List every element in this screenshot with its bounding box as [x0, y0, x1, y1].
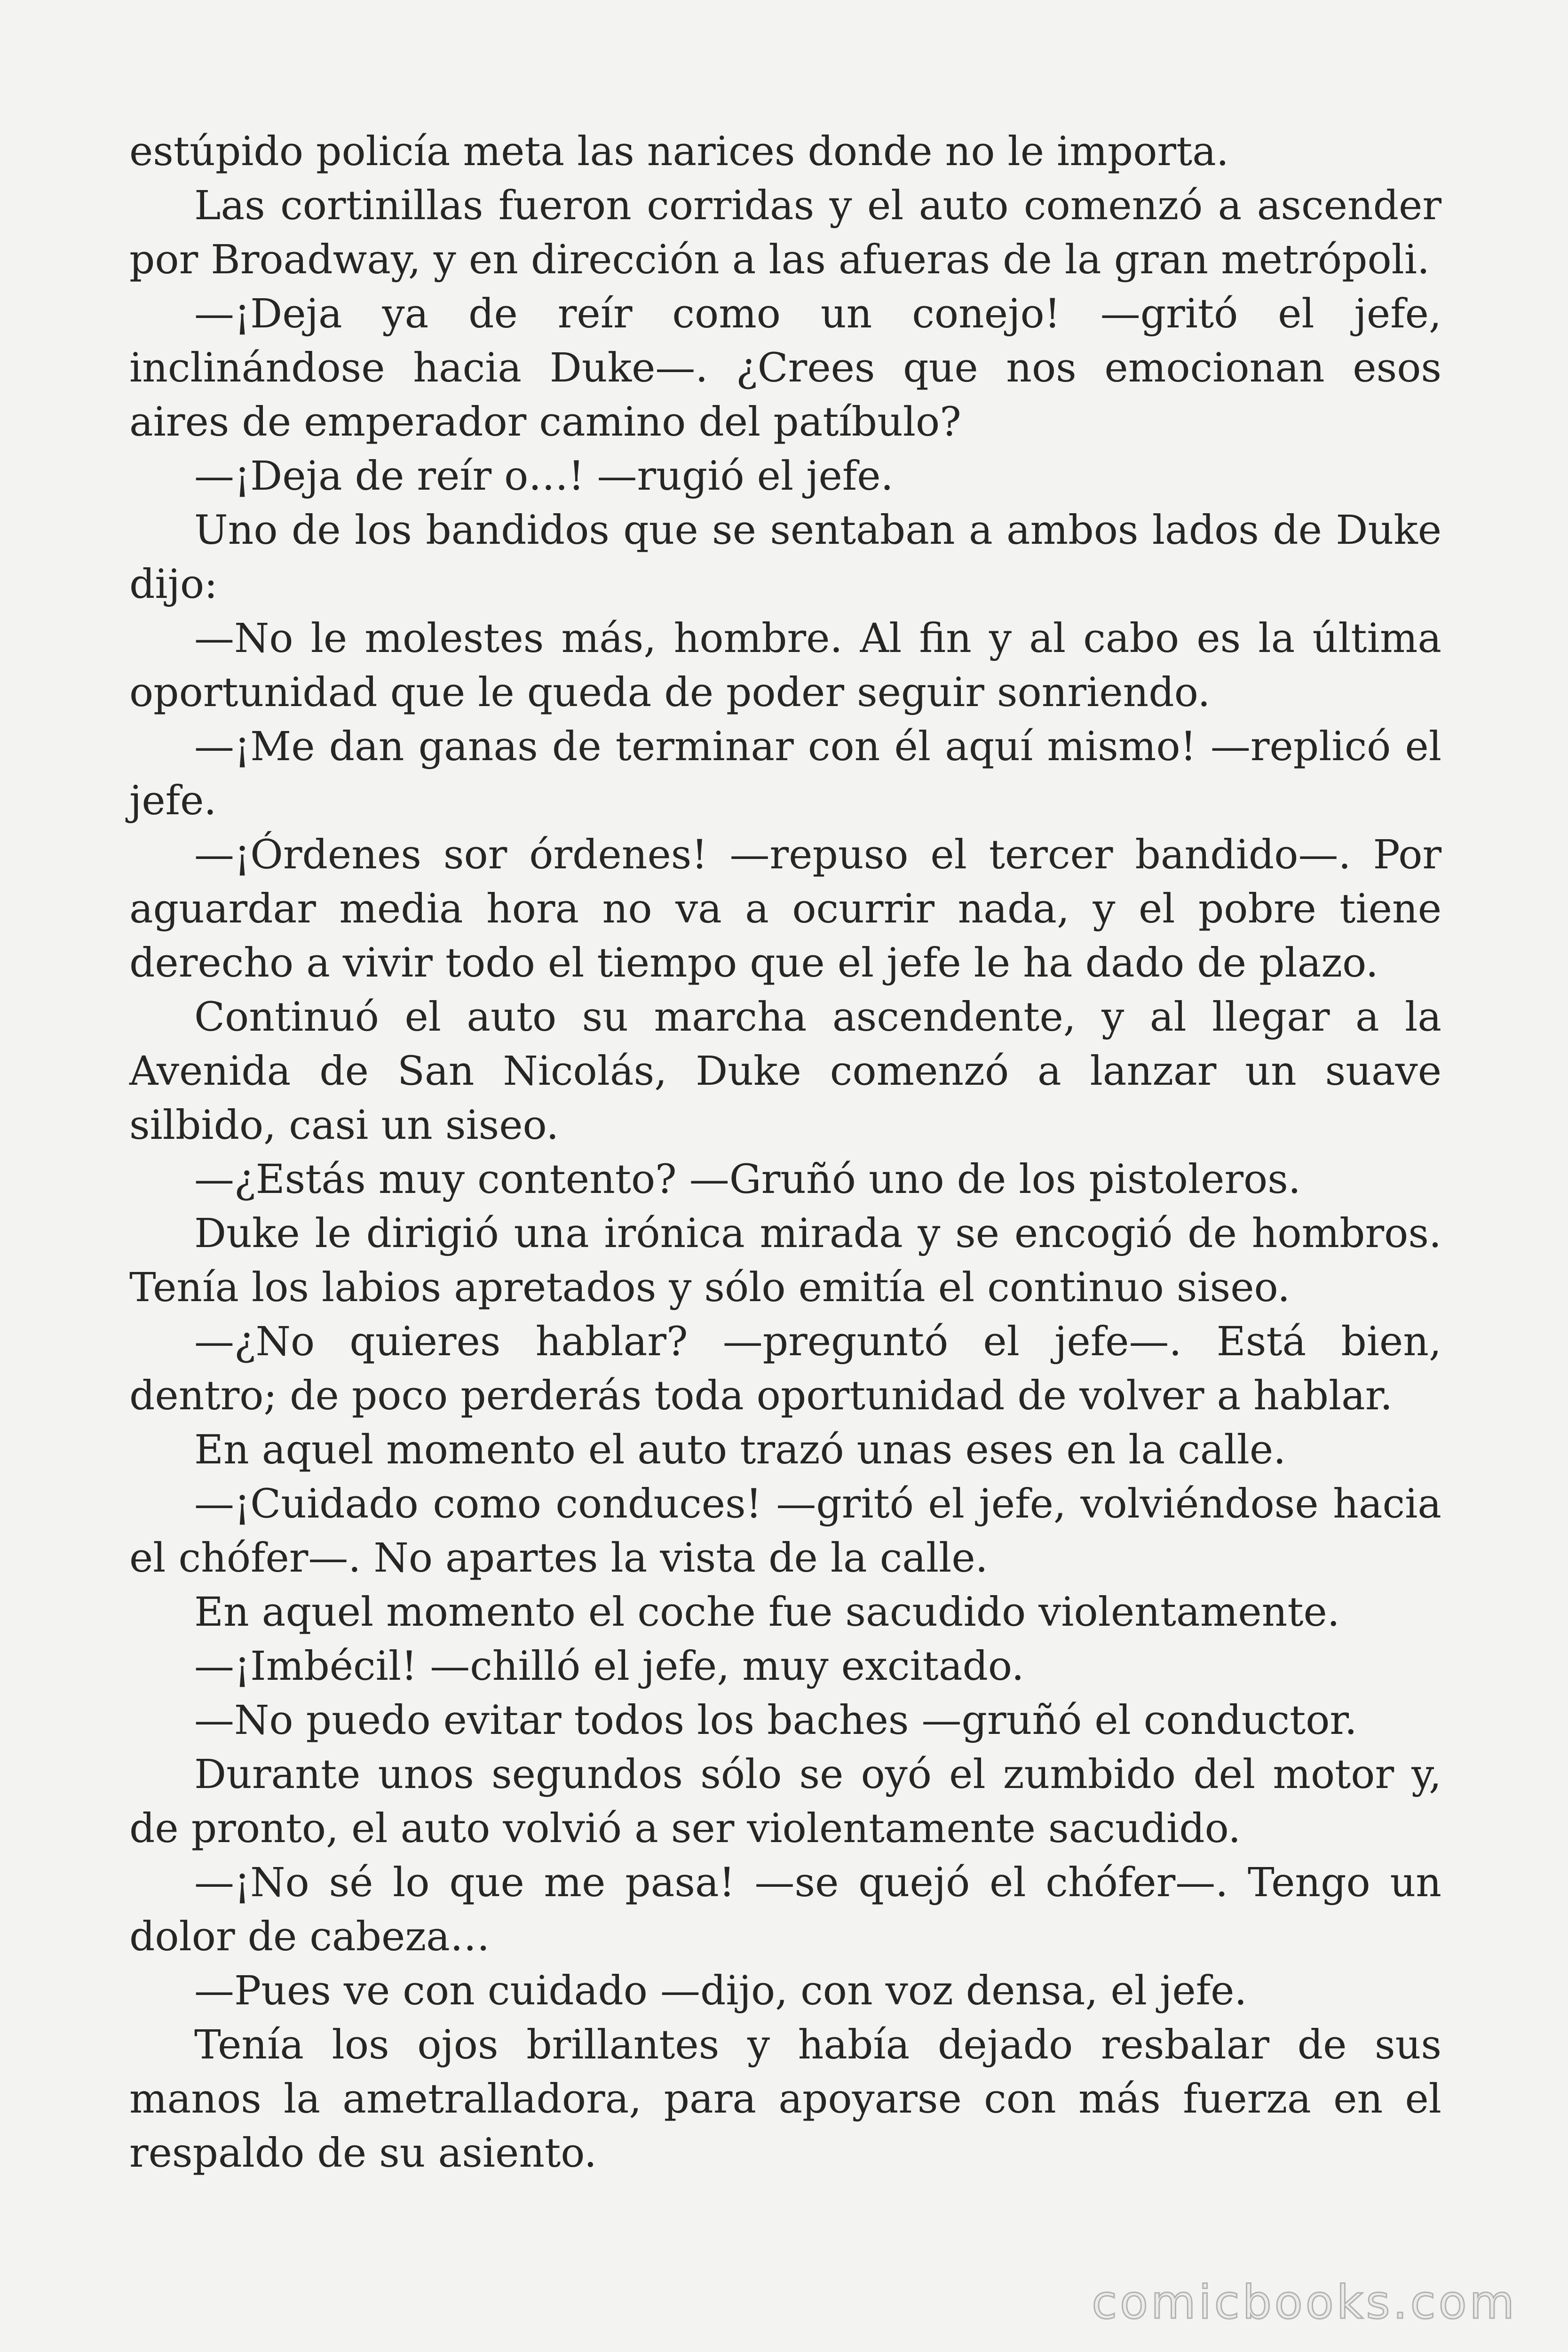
paragraph: —¿No quieres hablar? —preguntó el jefe—. Está bien, dentro; de poco perderás toda oportunidad de volver a hablar.: [129, 1319, 1441, 1419]
paragraph: —¡Me dan ganas de terminar con él aquí mismo! —replicó el jefe.: [129, 723, 1441, 824]
watermark: comicbooks.com: [1092, 2276, 1517, 2329]
paragraph: —¡Órdenes sor órdenes! —repuso el tercer bandido—. Por aguardar media hora no va a ocurrir nada, y el pobre tiene derecho a vivir todo el tiempo que el jefe le ha dado de plazo.: [129, 832, 1441, 986]
paragraph: —¡No sé lo que me pasa! —se quejó el chófer—. Tengo un dolor de cabeza…: [129, 1859, 1441, 1960]
paragraph: Uno de los bandidos que se sentaban a ambos lados de Duke dijo:: [129, 507, 1441, 608]
paragraph: —¿Estás muy contento? —Gruñó uno de los pistoleros.: [194, 1156, 1301, 1203]
page-body: [129, 125, 1441, 2180]
paragraph: Tenía los ojos brillantes y había dejado resbalar de sus manos la ametralladora, para apoyarse con más fuerza en el respaldo de su asiento.: [129, 2022, 1441, 2177]
paragraph: —Pues ve con cuidado —dijo, con voz densa, el jefe.: [194, 1968, 1247, 2014]
paragraph: Durante unos segundos sólo se oyó el zumbido del motor y, de pronto, el auto volvió a ser violentamente sacudido.: [129, 1751, 1441, 1852]
paragraph: —No puedo evitar todos los baches —gruñó el conductor.: [194, 1697, 1357, 1744]
paragraph: —No le molestes más, hombre. Al fin y al cabo es la última oportunidad que le queda de poder seguir sonriendo.: [129, 615, 1441, 716]
paragraph: estúpido policía meta las narices donde no le importa.: [129, 128, 1229, 175]
paragraph: —¡Deja de reír o…! —rugió el jefe.: [194, 453, 894, 500]
paragraph: Continuó el auto su marcha ascendente, y al llegar a la Avenida de San Nicolás, Duke comenzó a lanzar un suave silbido, casi un siseo.: [129, 994, 1441, 1149]
paragraph: —¡Deja ya de reír como un conejo! —gritó el jefe, inclinándose hacia Duke—. ¿Crees que nos emocionan esos aires de emperador camino del patíbulo?: [129, 291, 1441, 445]
paragraph: Duke le dirigió una irónica mirada y se encogió de hombros. Tenía los labios apretados y sólo emitía el continuo siseo.: [129, 1210, 1441, 1311]
paragraph: En aquel momento el auto trazó unas eses en la calle.: [194, 1427, 1286, 1473]
paragraph: —¡Imbécil! —chilló el jefe, muy excitado.: [194, 1643, 1024, 1690]
paragraph: En aquel momento el coche fue sacudido violentamente.: [194, 1589, 1340, 1636]
paragraph: Las cortinillas fueron corridas y el auto comenzó a ascender por Broadway, y en dirección a las afueras de la gran metrópoli.: [129, 183, 1441, 283]
paragraph: —¡Cuidado como conduces! —gritó el jefe, volviéndose hacia el chófer—. No apartes la vista de la calle.: [129, 1481, 1441, 1581]
